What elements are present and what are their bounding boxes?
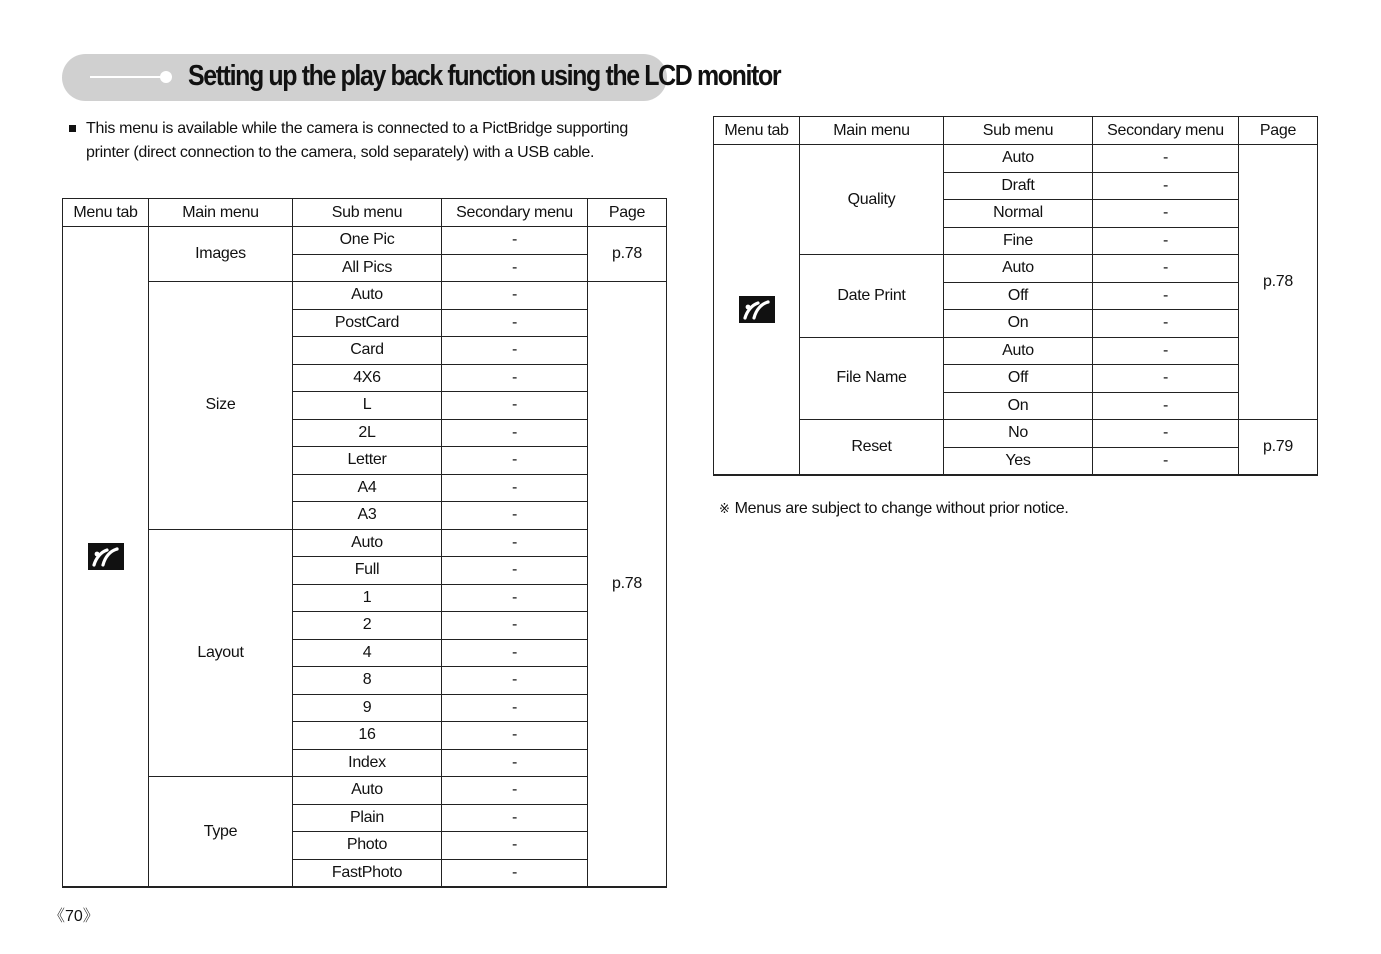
sub-menu-cell: Auto	[293, 282, 442, 310]
secondary-menu-cell: -	[442, 254, 588, 282]
sub-menu-cell: Auto	[293, 529, 442, 557]
sub-menu-cell: Auto	[293, 777, 442, 805]
secondary-menu-cell: -	[1093, 227, 1239, 255]
table-row	[63, 777, 667, 805]
playback-menu-table-right	[713, 116, 1318, 476]
sub-menu-cell: 4X6	[293, 364, 442, 392]
sub-menu-cell: Draft	[944, 172, 1093, 200]
usage-note-text: This menu is available while the camera is connected to a PictBridge supporting printer (direct connection to the camera, sold separately) with a USB cable.	[86, 120, 628, 161]
header-secondary-menu: Secondary menu	[442, 199, 588, 227]
secondary-menu-cell: -	[1093, 145, 1239, 173]
header-page: Page	[588, 199, 667, 227]
sub-menu-cell: 1	[293, 584, 442, 612]
secondary-menu-cell: -	[442, 584, 588, 612]
sub-menu-cell: FastPhoto	[293, 859, 442, 887]
secondary-menu-cell: -	[1093, 420, 1239, 448]
sub-menu-cell: L	[293, 392, 442, 420]
sub-menu-cell: 8	[293, 667, 442, 695]
sub-menu-cell: PostCard	[293, 309, 442, 337]
sub-menu-cell: Index	[293, 749, 442, 777]
sub-menu-cell: Photo	[293, 832, 442, 860]
sub-menu-cell: Letter	[293, 447, 442, 475]
secondary-menu-cell: -	[442, 777, 588, 805]
table-row	[714, 145, 1318, 173]
secondary-menu-cell: -	[1093, 337, 1239, 365]
playback-menu-table-left	[62, 198, 667, 888]
sub-menu-cell: One Pic	[293, 227, 442, 255]
secondary-menu-cell: -	[442, 529, 588, 557]
sub-menu-cell: 9	[293, 694, 442, 722]
table-row	[63, 529, 667, 557]
header-secondary-menu: Secondary menu	[1093, 117, 1239, 145]
sub-menu-cell: On	[944, 310, 1093, 338]
main-menu-cell: File Name	[800, 337, 944, 420]
secondary-menu-cell: -	[442, 722, 588, 750]
table-header-row	[714, 117, 1318, 145]
sub-menu-cell: Yes	[944, 447, 1093, 475]
table-row	[714, 337, 1318, 365]
sub-menu-cell: A4	[293, 474, 442, 502]
secondary-menu-cell: -	[442, 364, 588, 392]
secondary-menu-cell: -	[442, 749, 588, 777]
header-main-menu: Main menu	[800, 117, 944, 145]
main-menu-cell: Size	[149, 282, 293, 530]
menu-tab-cell	[63, 227, 149, 888]
table-row	[714, 420, 1318, 448]
header-page: Page	[1239, 117, 1318, 145]
table-row	[63, 282, 667, 310]
secondary-menu-cell: -	[442, 282, 588, 310]
sub-menu-cell: A3	[293, 502, 442, 530]
header-main-menu: Main menu	[149, 199, 293, 227]
change-notice-text: Menus are subject to change without prior notice.	[734, 500, 1069, 517]
title-banner	[62, 54, 781, 101]
printer-icon	[739, 296, 775, 323]
secondary-menu-cell: -	[442, 667, 588, 695]
secondary-menu-cell: -	[442, 419, 588, 447]
table-header-row	[63, 199, 667, 227]
page-cell: p.78	[588, 227, 667, 282]
table-row	[63, 227, 667, 255]
sub-menu-cell: Full	[293, 557, 442, 585]
secondary-menu-cell: -	[1093, 200, 1239, 228]
sub-menu-cell: 4	[293, 639, 442, 667]
sub-menu-cell: Plain	[293, 804, 442, 832]
main-menu-cell: Reset	[800, 420, 944, 476]
sub-menu-cell: 2	[293, 612, 442, 640]
secondary-menu-cell: -	[1093, 392, 1239, 420]
printer-icon	[88, 543, 124, 570]
sub-menu-cell: Normal	[944, 200, 1093, 228]
secondary-menu-cell: -	[1093, 172, 1239, 200]
secondary-menu-cell: -	[442, 502, 588, 530]
secondary-menu-cell: -	[442, 227, 588, 255]
change-notice	[719, 500, 1069, 518]
sub-menu-cell: 16	[293, 722, 442, 750]
sub-menu-cell: On	[944, 392, 1093, 420]
page-cell: p.78	[588, 282, 667, 888]
reference-mark-icon: ※	[719, 501, 730, 516]
menu-tab-cell	[714, 145, 800, 476]
secondary-menu-cell: -	[442, 694, 588, 722]
banner-line-decoration	[90, 76, 166, 78]
sub-menu-cell: Auto	[944, 337, 1093, 365]
secondary-menu-cell: -	[1093, 447, 1239, 475]
secondary-menu-cell: -	[442, 612, 588, 640]
table-row	[714, 255, 1318, 283]
secondary-menu-cell: -	[442, 832, 588, 860]
secondary-menu-cell: -	[442, 639, 588, 667]
bullet-square-icon	[69, 125, 76, 132]
secondary-menu-cell: -	[1093, 310, 1239, 338]
sub-menu-cell: Fine	[944, 227, 1093, 255]
secondary-menu-cell: -	[442, 447, 588, 475]
sub-menu-cell: Off	[944, 365, 1093, 393]
header-sub-menu: Sub menu	[944, 117, 1093, 145]
sub-menu-cell: No	[944, 420, 1093, 448]
main-menu-cell: Type	[149, 777, 293, 888]
sub-menu-cell: All Pics	[293, 254, 442, 282]
main-menu-cell: Date Print	[800, 255, 944, 338]
secondary-menu-cell: -	[1093, 255, 1239, 283]
header-menu-tab: Menu tab	[714, 117, 800, 145]
banner-dot-decoration	[160, 71, 172, 83]
secondary-menu-cell: -	[442, 804, 588, 832]
page-cell: p.78	[1239, 145, 1318, 420]
header-sub-menu: Sub menu	[293, 199, 442, 227]
page-title: Setting up the play back function using the LCD monitor	[188, 60, 781, 92]
usage-note	[66, 117, 666, 165]
main-menu-cell: Quality	[800, 145, 944, 255]
header-menu-tab: Menu tab	[63, 199, 149, 227]
sub-menu-cell: 2L	[293, 419, 442, 447]
main-menu-cell: Layout	[149, 529, 293, 777]
sub-menu-cell: Auto	[944, 145, 1093, 173]
page-number: 《70》	[49, 908, 99, 925]
secondary-menu-cell: -	[442, 337, 588, 365]
secondary-menu-cell: -	[1093, 365, 1239, 393]
secondary-menu-cell: -	[442, 474, 588, 502]
secondary-menu-cell: -	[1093, 282, 1239, 310]
page-cell: p.79	[1239, 420, 1318, 476]
sub-menu-cell: Card	[293, 337, 442, 365]
sub-menu-cell: Off	[944, 282, 1093, 310]
secondary-menu-cell: -	[442, 392, 588, 420]
secondary-menu-cell: -	[442, 859, 588, 887]
sub-menu-cell: Auto	[944, 255, 1093, 283]
main-menu-cell: Images	[149, 227, 293, 282]
secondary-menu-cell: -	[442, 557, 588, 585]
secondary-menu-cell: -	[442, 309, 588, 337]
